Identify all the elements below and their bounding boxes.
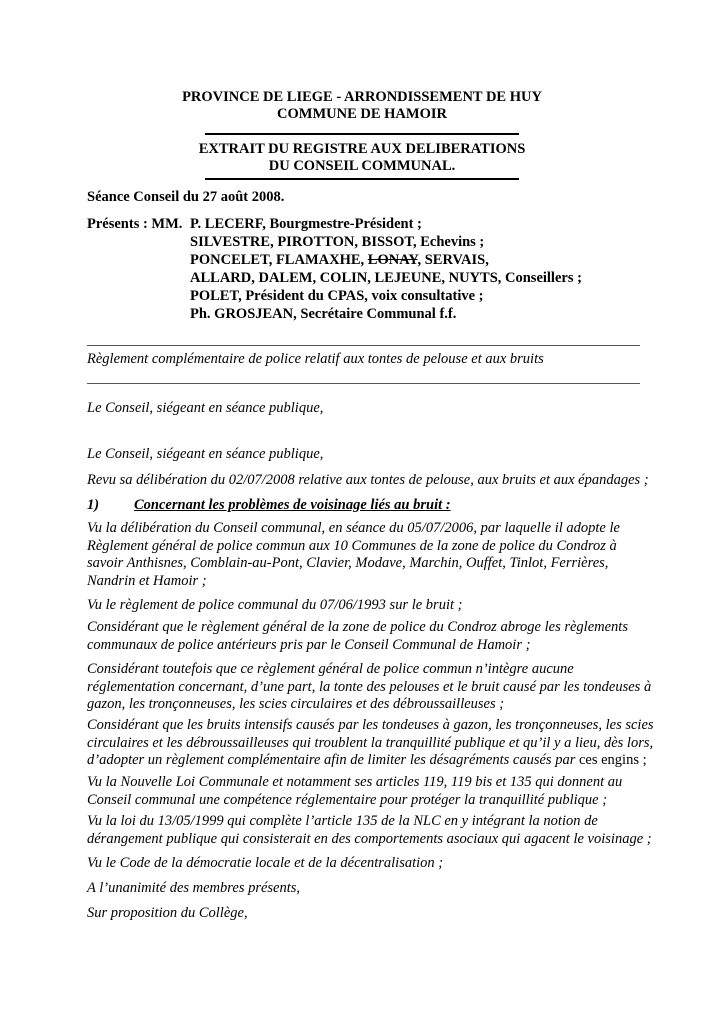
paragraph-5: Vu le règlement de police communal du 07/06/1993 sur le bruit ; — [87, 597, 463, 613]
subject-rule-bottom — [87, 383, 640, 384]
paragraph-10-line: dérangement publique qui consisterait en des comportements asociaux qui agacent le voisinage ; — [87, 830, 652, 847]
paragraph-9 — [87, 774, 667, 809]
presents-line-4: ALLARD, DALEM, COLIN, LEJEUNE, NUYTS, Conseillers ; — [190, 270, 582, 286]
section-number: 1) — [87, 497, 100, 513]
header-rule-bottom — [205, 178, 519, 180]
paragraph-3: Revu sa délibération du 02/07/2008 relative aux tontes de pelouse, aux bruits et aux épandages ; — [87, 472, 649, 488]
paragraph-10-line: Vu la loi du 13/05/1999 qui complète l’article 135 de la NLC en y intégrant la notion de — [87, 813, 598, 829]
presents-line-3-b: , SERVAIS, — [417, 252, 489, 268]
header-registre: EXTRAIT DU REGISTRE AUX DELIBERATIONS — [198, 141, 526, 157]
paragraph-4-line: savoir Anthisnes, Comblain-au-Pont, Clavier, Modave, Marchin, Ouffet, Tinlot, Ferrières, — [87, 555, 609, 571]
paragraph-7-line: Considérant toutefois que ce règlement général de police commun n’intègre aucune — [87, 661, 574, 677]
subject-rule-top — [87, 345, 640, 346]
paragraph-7-line: gazon, les tronçonneuses, les scies circulaires et des débroussailleuses ; — [87, 696, 505, 712]
paragraph-4 — [87, 520, 667, 590]
paragraph-8-last-a: d’adopter un règlement complémentaire afin de limiter les désagréments causés par — [87, 752, 579, 768]
paragraph-10 — [87, 813, 667, 848]
paragraph-4-line: Nandrin et Hamoir ; — [87, 572, 207, 589]
paragraph-6-line: communaux de police antérieurs pris par le Conseil Communal de Hamoir ; — [87, 636, 531, 653]
section-title: Concernant les problèmes de voisinage liés au bruit : — [134, 497, 451, 513]
paragraph-1: Le Conseil, siégeant en séance publique, — [87, 400, 324, 416]
paragraph-7 — [87, 661, 667, 714]
paragraph-2: Le Conseil, siégeant en séance publique, — [87, 446, 324, 462]
subject: Règlement complémentaire de police relatif aux tontes de pelouse et aux bruits — [87, 351, 544, 367]
presents-line-2: SILVESTRE, PIROTTON, BISSOT, Echevins ; — [190, 234, 485, 250]
paragraph-9-line: Vu la Nouvelle Loi Communale et notamment ses articles 119, 119 bis et 135 qui donnent au — [87, 774, 623, 790]
paragraph-8-line: Considérant que les bruits intensifs causés par les tondeuses à gazon, les tronçonneuses, les scies — [87, 717, 654, 733]
presents-line-1: P. LECERF, Bourgmestre-Président ; — [190, 216, 422, 232]
presents-line-6: Ph. GROSJEAN, Secrétaire Communal f.f. — [190, 306, 457, 322]
paragraph-8-line: circulaires et les débroussailleuses qui troublent la tranquillité publique et qu’il y a lieu, dès lors, — [87, 734, 654, 751]
header-rule-top — [205, 133, 519, 135]
paragraph-8-last-b: ces engins ; — [578, 752, 647, 768]
paragraph-4-line: Vu la délibération du Conseil communal, en séance du 05/07/2006, par laquelle il adopte le — [87, 520, 620, 536]
presents-line-5: POLET, Président du CPAS, voix consultative ; — [190, 288, 484, 304]
header-conseil: DU CONSEIL COMMUNAL. — [268, 158, 456, 174]
paragraph-7-line: réglementation concernant, d’une part, la tonte des pelouses et le bruit causé par les tondeuses à — [87, 678, 652, 695]
presents-line-3 — [190, 252, 489, 269]
paragraph-12: A l’unanimité des membres présents, — [87, 880, 301, 896]
presents-line-3-a: PONCELET, FLAMAXHE, — [190, 252, 368, 268]
header-province: PROVINCE DE LIEGE - ARRONDISSEMENT DE HUY — [182, 89, 542, 105]
presents-struck-name: LONAY — [367, 252, 418, 268]
paragraph-8-line — [87, 752, 667, 770]
seance-date: Séance Conseil du 27 août 2008. — [87, 189, 285, 205]
paragraph-6-line: Considérant que le règlement général de la zone de police du Condroz abroge les règlements — [87, 619, 628, 635]
header-commune: COMMUNE DE HAMOIR — [277, 106, 447, 122]
paragraph-9-line: Conseil communal une compétence réglementaire pour protéger la tranquillité publique ; — [87, 791, 608, 808]
paragraph-4-line: Règlement général de police commun aux 10 Communes de la zone de police du Condroz à — [87, 537, 617, 554]
paragraph-8 — [87, 717, 667, 770]
paragraph-6 — [87, 619, 667, 654]
paragraph-11: Vu le Code de la démocratie locale et de la décentralisation ; — [87, 855, 444, 871]
presents-label: Présents : MM. — [87, 216, 183, 232]
paragraph-13: Sur proposition du Collège, — [87, 905, 248, 921]
